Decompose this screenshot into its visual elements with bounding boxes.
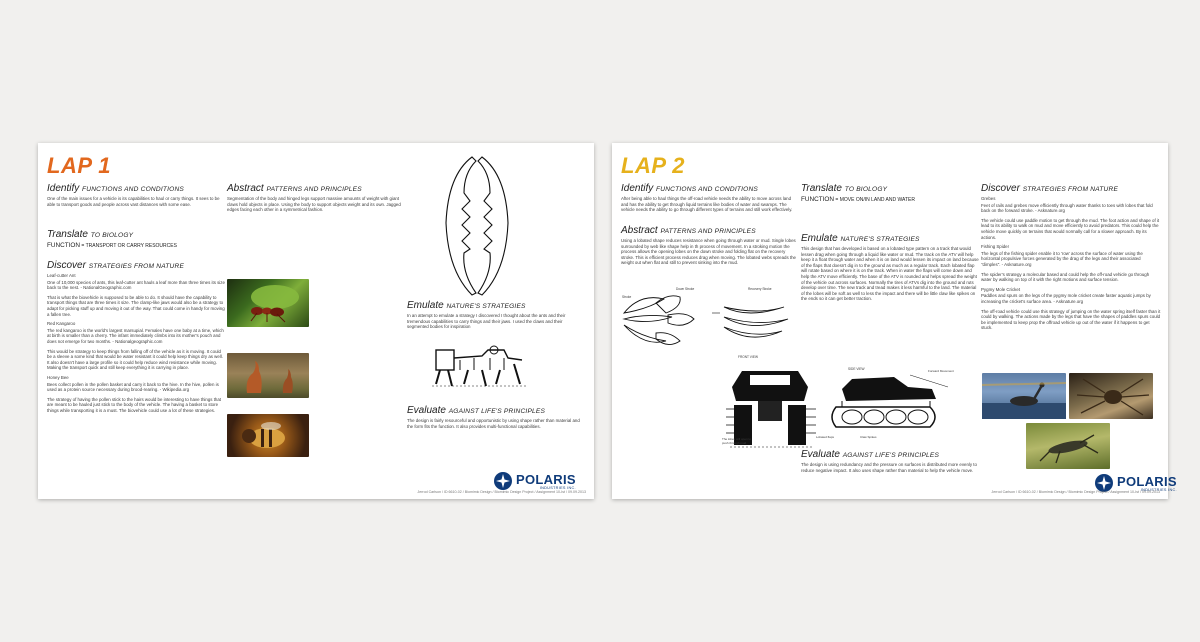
lap2-grebe-title: Grebes	[981, 196, 996, 201]
lap2-function: FUNCTION = MOVE ON/IN LAND AND WATER	[801, 196, 915, 203]
lap1-title: LAP 1	[47, 153, 112, 178]
cricket-illustration	[1026, 423, 1110, 469]
lap2-emulate-section	[801, 233, 979, 306]
lap1-emulate-body: In an attempt to emulate a strategy I discovered I thought about the ants and their tremendous capabilities to carry things and their jaws. I used the claws and their segmented bodies for inspiration	[407, 313, 566, 330]
lap1-kangaroo-note: This would be strategy to keep things from falling off of the vehicle as it is moving. It could be a sleeve a some kind that would be water resistant it could help keep things dry as well. It also doesn't have a large profile so it could help reduce wind resistance while moving. Making the transport quick and still keep everything it is carrying in place.	[47, 348, 223, 371]
lap2-emulate-heading: Emulate NATURE'S STRATEGIES	[801, 233, 920, 244]
stroke-diagram	[620, 289, 805, 353]
lap1-evaluate-section	[407, 405, 585, 433]
lap2-board	[612, 143, 1177, 499]
forward-movement-label: Forward Movement	[928, 369, 954, 373]
fishing-spider-photo	[1069, 373, 1153, 419]
grebe-photo	[982, 373, 1066, 419]
lap2-identify-heading: Identify FUNCTIONS AND CONDITIONS	[621, 183, 759, 194]
lap1-discover-heading: Discover STRATEGIES FROM NATURE	[47, 260, 185, 271]
lap2-abstract-heading: Abstract PATTERNS AND PRINCIPLES	[621, 225, 756, 236]
bee-illustration	[227, 414, 309, 457]
honey-bee-photo	[227, 414, 309, 457]
lap2-title: LAP 2	[621, 153, 686, 178]
grebe-illustration	[982, 373, 1066, 419]
polaris-star-icon	[493, 471, 513, 491]
down-stroke-label: Down Stroke	[676, 287, 695, 291]
claw-jaw-sketch	[442, 153, 512, 301]
spider-illustration	[1069, 373, 1153, 419]
lap1-identify-body: One of the main issues for a vehicle is its capabilities to haul or carry things. It sees to be able to transport goods and people across vast distances with some ease.	[47, 196, 220, 207]
lap1-emulate-heading: Emulate NATURE'S STRATEGIES	[407, 300, 526, 311]
lap2-cricket-note: The off-road vehicle could use this strategy of jumping on the water spring itself faster than it could by walking. The actions made by the legs that have the shapes of paddles spurs could be implemented to keep prop the offroad vehicle up out of the water if it happens to get stuck.	[981, 308, 1161, 331]
lap1-identify-section	[47, 183, 225, 211]
lap1-board	[38, 143, 594, 499]
lap1-evaluate-body: The design is fairly resourceful and opportunistic by using shape rather than material and the form fits the function. It also provides multi-functional capabilities.	[407, 418, 580, 429]
polaris-wordmark: POLARIS	[1117, 473, 1177, 489]
claw-spikes-label: Claw Spikes	[860, 435, 877, 439]
lap1-polaris-logo	[493, 471, 576, 491]
atv-side-view-sketch	[822, 373, 952, 437]
lap1-ant-note: That is what the biovehicle is supposed to be able to do. It should have the capability to transport things that are three times it size. The clamp-like jaws would also be a strategy to adapt for picking stuff up and moving it out of the way. That could come in handy for moving a fallen tree.	[47, 294, 225, 317]
side-view-label: SIDE VIEW	[848, 367, 865, 371]
lap2-evaluate-heading: Evaluate AGAINST LIFE'S PRINCIPLES	[801, 449, 940, 460]
lap1-translate-section	[47, 229, 225, 250]
recovery-stroke-label: Recovery Stroke	[748, 287, 772, 291]
lap2-evaluate-section	[801, 449, 981, 477]
lap2-abstract-body: Using a lobated shape reduces resistance when going through water or mud. Single lobes surrounded by web like shape help in th process of movement. In a stroking motion the process allows the opening lobes on the down stroke and folding flat on the recovery stroke. This is efficient process reduces drag when moving. The lobated webs spreads the weight out when flat and still to prevent sinking into the mud.	[621, 238, 796, 266]
lap2-cricket-body: Paddles and spurs on the legs of the pygmy mole cricket create faster aquatic jumps by increasing the cricket's surface area. - Asknature.org	[981, 293, 1151, 304]
lap2-discover-heading: Discover STRATEGIES FROM NATURE	[981, 183, 1119, 194]
lap1-bee-note: The strategy of having the pollen stick to the hairs would be interesting to have things that are meant to be hauled just stick to the body of the vehicle. The having a basket to store things while transporting it is a must. The biovehicle could use a lot of these strategies.	[47, 396, 222, 413]
mud-label: The lobes will open to push through mud	[722, 437, 752, 445]
red-kangaroo-photo	[227, 353, 309, 398]
lap2-identify-body: After being able to haul things the off-road vehicle needs the ability to move across land and has the ability to get through liquid terrains like bodies of water and swamps. The vehicle needs the ability to go through different types of terrains and still work effectively.	[621, 196, 793, 213]
lap2-grebe-note: The vehicle could use paddle motion to get through the mud. The foot action and shape of it lead to its ability to walk on mud and move efficiently to avoid predators. This could help the vehicle move quickly on terrains that would normally call for a slower approach. By its actions.	[981, 217, 1160, 240]
lap2-grebe-body: Feet of rails and grebes move efficiently through water thanks to toes with lobes that fold back on the forward stroke. - Asknature.org	[981, 202, 1153, 214]
lap2-spider-note: The spider's strategy a molecular based and could help the off-road vehicle go through water by walking on top of it with the right motions and surface tension.	[981, 271, 1150, 283]
lap1-ant-title: Leaf-cutter Ant	[47, 273, 76, 278]
kangaroo-illustration	[227, 353, 309, 398]
lap2-footer: Jerrod Carlson / ID 6610-02 / Biomimic Design / Biomimic Design Project / Assignment 10-Ist / 09.09.2013	[991, 490, 1160, 494]
lobated-flaps-label: Lobated flaps	[816, 435, 835, 439]
lap1-kangaroo-body: The red kangaroo is the world's largest marsupial. Females have one baby at a time, which at birth is smaller than a cherry. The infant immediately climbs into its mother's pouch and does not emerge for two months. - Nationalgeographic.com	[47, 327, 224, 344]
lap2-translate-section	[801, 183, 979, 204]
lap1-identify-heading: Identify FUNCTIONS AND CONDITIONS	[47, 183, 185, 194]
lap2-abstract-section	[621, 225, 799, 270]
leaf-cutter-ant-photo	[227, 279, 309, 327]
lap1-evaluate-heading: Evaluate AGAINST LIFE'S PRINCIPLES	[407, 405, 546, 416]
lap2-discover-section	[981, 183, 1161, 335]
lap2-translate-heading: Translate TO BIOLOGY	[801, 183, 888, 194]
lap1-ant-body: One of 10,000 species of ants, this leaf-cutter ant hauls a leaf more than three times its size back to the nest. - NationalGeographic.com	[47, 279, 225, 291]
lap2-cricket-title: Pygmy Mole Cricket	[981, 286, 1021, 292]
lap1-emulate-section	[407, 300, 585, 334]
lap1-kangaroo-title: Red Kangaroo	[47, 321, 76, 327]
lap1-abstract-heading: Abstract PATTERNS AND PRINCIPLES	[227, 183, 362, 194]
lap2-emulate-body: This design that has developed is based on a lobated type pattern on a track that would lessen drag when going through a liquid like water or mud. The track on the ATV will help keep it a float through water and when it is on land would lessen its impact on land because of the flaps that doesn't dig in to the ground as much as a regular track. Each lobated flap will rotate based on where it is on the track. When in water the flaps will come down and help the ATV move efficiently. The base of the ATV is rounded and helps spread the weight of the vehicle out across surfaces. Normally the tires of ATVs dig into the ground and ruts develop over time. The new track and tread makes it less harmful to the land. The material of the lobes will be soft as well to less the impact and there will be little claw like spikes on the ends so it can get better traction.	[801, 246, 979, 302]
lap1-footer: Jerrod Carlson / ID 6610-02 / Biomimic Design / Biomimic Design Project / Assignment 10-Ist / 09.09.2013	[417, 490, 586, 494]
lap1-translate-heading: Translate TO BIOLOGY	[47, 229, 134, 240]
lap2-identify-section	[621, 183, 799, 217]
lap1-bee-body: Bees collect pollen in the pollen basket and carry it back to the hive. In the hive, pollen is used as a protein source necessary during brood-rearing. - Wikipedia.org	[47, 381, 219, 393]
lap2-evaluate-body: The design is using redundancy and the pressure on surfaces is distributed more evenly to reduce negative impact. It also uses shape rather than material to help the vehicle move.	[801, 462, 977, 473]
pygmy-mole-cricket-photo	[1026, 423, 1110, 469]
lap1-function: FUNCTION = TRANSPORT OR CARRY RESOURCES	[47, 242, 177, 249]
ant-vehicle-sketch	[430, 336, 530, 394]
lap1-discover-section	[47, 260, 225, 417]
lap2-spider-title: Fishing Spider	[981, 244, 1010, 250]
lap1-abstract-section	[227, 183, 405, 217]
lap1-abstract-body: Segmentation of the body and hinged legs support massive amounts of weight with giant claws hold objects in place. Using the body to support objects weight and its own. Jagged edges facing each other in a symmetrical fashion.	[227, 196, 401, 213]
lap2-spider-body: The legs of the fishing spider enable it to 'row' across the surface of water using the horizontal propulsive forces generated by the drag of the legs and their associated "dimples". - Asknature.org	[981, 250, 1143, 267]
lap1-bee-title: Honey Bee	[47, 374, 69, 380]
polaris-subtitle: INDUSTRIES INC.	[539, 485, 576, 490]
ant-illustration	[227, 279, 309, 327]
polaris-wordmark: POLARIS	[516, 471, 576, 487]
polaris-subtitle: INDUSTRIES INC.	[1140, 487, 1177, 492]
stroke-label: Stroke	[622, 295, 632, 299]
front-view-label: FRONT VIEW	[738, 355, 758, 359]
